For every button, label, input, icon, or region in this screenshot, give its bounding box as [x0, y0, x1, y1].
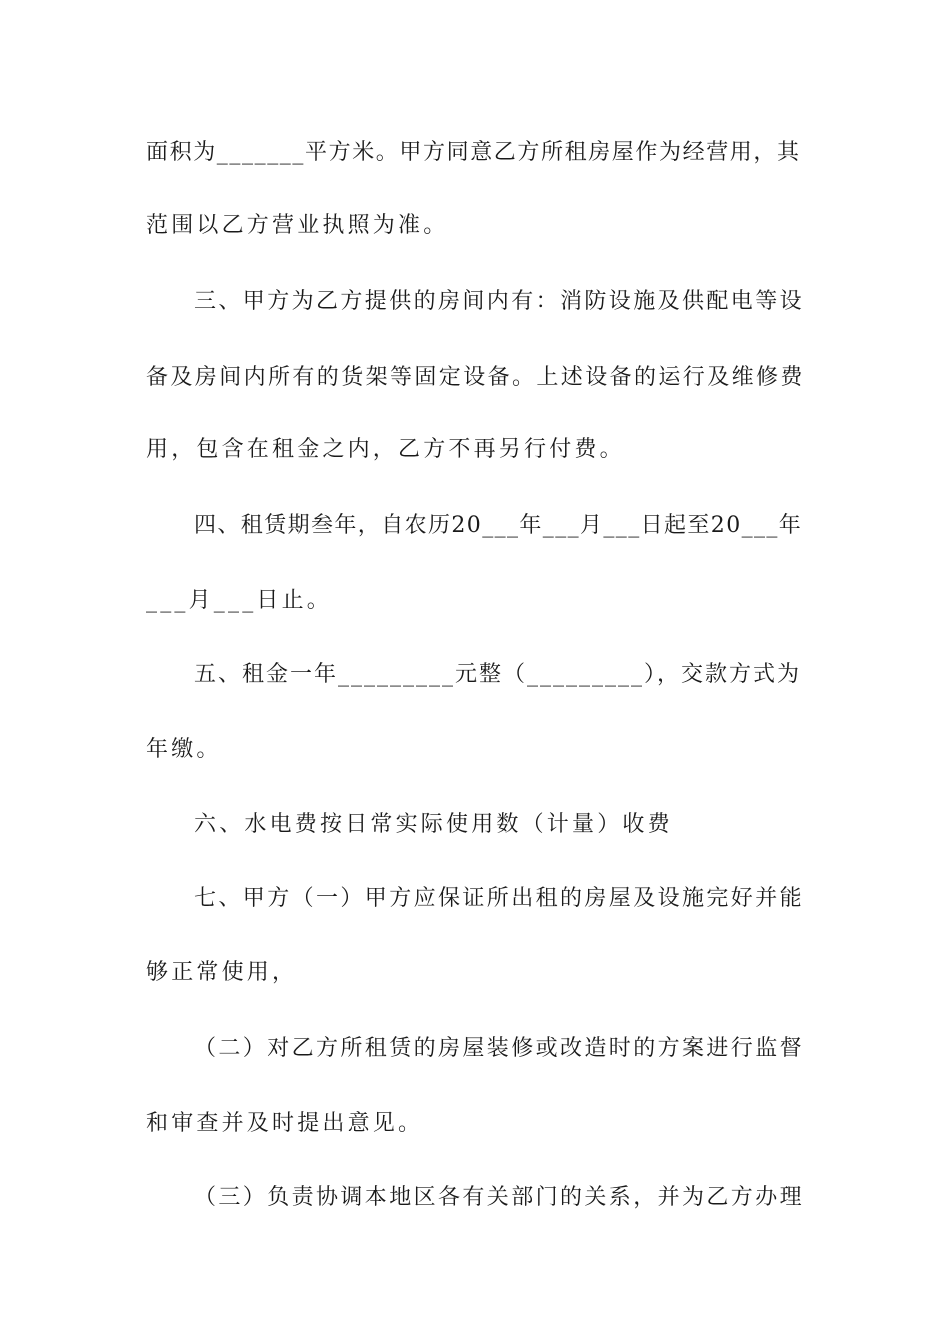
clause-5-line-1: 五、租金一年_________元整（_________），交款方式为: [194, 662, 802, 687]
clause-7-2-line-2: 和审查并及时提出意见。: [146, 1111, 424, 1136]
clause-3-line-1: 三、甲方为乙方提供的房间内有：消防设施及供配电等设: [194, 289, 805, 314]
text-line-2: 范围以乙方营业执照为准。: [146, 213, 449, 238]
clause-3-line-3: 用，包含在租金之内，乙方不再另行付费。: [146, 437, 625, 462]
clause-5-line-2: 年缴。: [146, 737, 222, 762]
clause-7-line-2: 够正常使用，: [146, 960, 298, 985]
text-line-1: 面积为_______平方米。甲方同意乙方所租房屋作为经营用，其: [146, 140, 801, 165]
clause-7-2-line-1: （二）对乙方所租赁的房屋装修或改造时的方案进行监督: [194, 1036, 805, 1061]
clause-6-line-1: 六、水电费按日常实际使用数（计量）收费: [194, 812, 673, 837]
clause-7-3-line-1: （三）负责协调本地区各有关部门的关系，并为乙方办理: [194, 1185, 805, 1210]
clause-3-line-2: 备及房间内所有的货架等固定设备。上述设备的运行及维修费: [146, 365, 805, 390]
clause-4-line-2: ___月___日止。: [146, 588, 333, 613]
clause-7-line-1: 七、甲方（一）甲方应保证所出租的房屋及设施完好并能: [194, 886, 805, 911]
clause-4-line-1: 四、租赁期叁年，自农历20___年___月___日起至20___年: [194, 513, 803, 538]
